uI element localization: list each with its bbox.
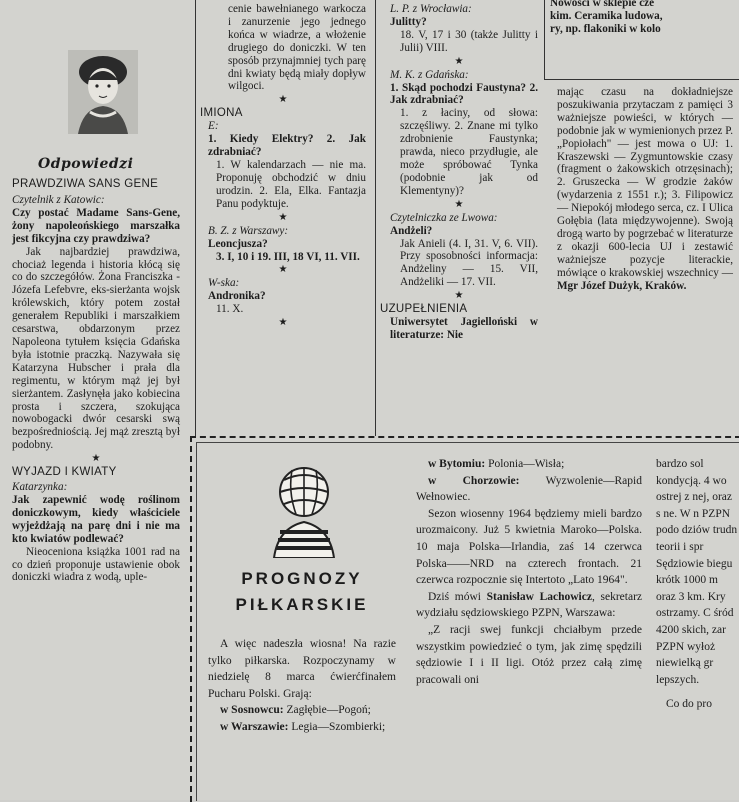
- question-text: Andżeli?: [390, 224, 433, 237]
- column-rule: [195, 0, 196, 436]
- question-text: Leoncjusza?: [208, 237, 268, 250]
- star-separator: ★: [278, 264, 288, 276]
- intro-text: A więc nadeszła wiosna! Na razie tylko piłkarska. Rozpoczynamy w niedzielę 8 marca ćwierćfinałem Pucharu Polski. Grają:: [208, 638, 396, 700]
- question-sender: W-ska:: [208, 277, 240, 290]
- prognozy-col-2: [416, 456, 642, 688]
- heading-uzupelnienia: UZUPEŁNIENIA: [380, 303, 468, 316]
- article-text: Co do pro: [666, 698, 712, 711]
- star-separator: ★: [454, 55, 464, 67]
- heading-imiona: IMIONA: [200, 107, 243, 120]
- match-teams: Legia—Szombierki;: [291, 720, 386, 733]
- star-separator: ★: [454, 290, 464, 302]
- column-3: [380, 3, 538, 342]
- question-text: Czy postać Madame Sans-Gene, żony napoleońskiego marszałka jest fikcyjna czy prawdziwa?: [12, 206, 180, 245]
- answer-text: 1. z łaciny, od słowa: szczęśliwy. 2. Znane mi tylko zdrobnienie Faustynka; prawda, nieco przydługie, ale może spróbować Tynka (podobnie jak od Klementyny)?: [400, 107, 538, 197]
- column-1: [12, 178, 180, 584]
- answer-text: 18. V, 17 i 30 (także Julitty i Julii) VIII.: [400, 28, 538, 54]
- question-sender: E:: [208, 120, 219, 133]
- person-name: Stanisław Lachowicz: [486, 590, 592, 603]
- question-sender: Czytelnik z Katowic:: [12, 194, 105, 206]
- title-line: PIŁKARSKIE: [235, 595, 369, 614]
- match-city: w Bytomiu:: [428, 458, 486, 470]
- continued-text: kim. Ceramika ludowa,: [550, 9, 663, 22]
- football-player-icon: [262, 462, 346, 558]
- question-sender: Czytelniczka ze Lwowa:: [390, 211, 498, 224]
- question-sender: B. Z. z Warszawy:: [208, 224, 289, 237]
- match-teams: Polonia—Wisła;: [488, 458, 565, 470]
- match-teams: Wyzwolenie—Rapid Wełnowiec.: [416, 474, 642, 504]
- article-text: „Z racji swej funkcji chciałbym przede wszystkim powiedzieć o tym, jak zimę spędzili sędziowie I i II ligi. Otóż przez całą zimę pracowali oni: [416, 623, 642, 686]
- answer-text: Jak najbardziej prawdziwa, chociaż legenda i historia kłócą się co do szczegółów. Żona Franciszka - Józefa Lefebvre, eks-sierżanta wojsk królewskich, który potem został generałem Republiki i marszałkiem cesarstwa, obdarzonym przez Napoleona tytułem księcia Gdańska była istotnie praczką. Nazywała się Katarzyna Hubscher i prała dla regimentu, w którym mąż jej był sierżantem. Zasłynęła jako kobiecina prosta i szczera, szokująca nowobogacki dwór cesarski swą bezpośredniością. Jej mąż zresztą był podobny.: [12, 245, 180, 452]
- heading-sans-gene: PRAWDZIWA SANS GENE: [12, 178, 159, 190]
- portrait-illustration: [68, 50, 138, 134]
- heading-wyjazd: WYJAZD I KWIATY: [12, 466, 117, 479]
- answer-text: mając czasu na dokładniejsze poszukiwania przytaczam z pamięci 3 ważniejsze powieści, w których — podobnie jak w wymienionych przez P. „Popiołach" — jest mowa o UJ: 1. Kraszewski — Zygmuntowskie czasy (fragment o żakowskich otrzęsinach); 2. Gruszecka — W grodzie żaków (wydarzenia z 1551 r.); 3. Filipowicz — Niepokój młodego serca, cz. I Ulica Gołębia (lata międzywojenne). Swoją drogą warto by pogrzebać w literaturze z okazji 600-lecia UJ i zestawić ważniejsze pozycje literackie, mówiące o krakowskiej wszechnicy —: [557, 86, 733, 279]
- star-separator: ★: [454, 198, 464, 210]
- question-sender: L. P. z Wrocławia:: [390, 3, 472, 15]
- question-text: 1. Skąd pochodzi Faustyna? 2. Jak zdrabniać?: [390, 81, 538, 107]
- star-separator: ★: [278, 94, 288, 106]
- column-2: [200, 3, 366, 330]
- question-text: Jak zapewnić wodę roślinom doniczkowym, kiedy właściciele wyjeżdżają na parę dni i nie ma kto kwiatów podlewać?: [12, 494, 180, 545]
- answer-text: Jak Anieli (4. I, 31. V, 6. VII). Przy sposobności informacja: Andżeliny — 15. VII, Andżeliki — 17. VII.: [400, 237, 538, 289]
- title-line: PROGNOZY: [241, 569, 363, 588]
- column-4: [557, 86, 733, 293]
- star-separator: ★: [91, 453, 101, 465]
- question-text: Andronika?: [208, 290, 266, 303]
- column-rule: [544, 79, 739, 80]
- star-separator: ★: [278, 317, 288, 329]
- column-4-top: [550, 0, 739, 36]
- match-teams: Zagłębie—Pogoń;: [286, 704, 371, 717]
- column-rule: [544, 0, 545, 80]
- section-title: Odpowiedzi: [38, 156, 134, 172]
- continued-text: ry, np. flakoniki w kolo: [550, 22, 661, 35]
- match-city: w Chorzowie:: [428, 474, 520, 487]
- question-sender: M. K. z Gdańska:: [390, 68, 469, 81]
- article-text: bardzo sol kondycją. 4 wo ostrej z nej, oraz s ne. W n PZPN podo dziów trudn teorii i spr Sędziowie biegu krótk 1000 m oraz 3 km. Kry ostrzamy. C śród 4200 skich, zar PZPN wyłoż niewielką gr lepszych.: [656, 458, 738, 686]
- article-text: , sekretarz wydziału sędziowskiego PZPN, Warszawa:: [416, 590, 643, 620]
- prognozy-title: [212, 566, 392, 618]
- prognozy-col-3: [656, 456, 739, 796]
- article-text: Sezon wiosenny 1964 będziemy mieli bardzo urozmaicony. Już 5 kwietnia Maroko—Polska. 10 maja Polska—Irlandia, zaś 14 czerwca Polska——NRD na czterech frontach. 21 czerwca rozpocznie się Intertoto „Lato 1964".: [416, 507, 642, 587]
- answer-text: 3. I, 10 i 19. III, 18 VI, 11. VII.: [216, 250, 360, 263]
- question-sender: Katarzynka:: [12, 481, 68, 494]
- signature: Mgr Józef Dużyk, Kraków.: [557, 279, 687, 292]
- question-text: 1. Kiedy Elektry? 2. Jak zdrabniać?: [208, 133, 366, 159]
- star-separator: ★: [278, 211, 288, 223]
- answer-text: 1. W kalendarzach — nie ma. Proponuję obchodzić w dniu urodzin. 2. Ela, Elka. Fantazja Panu podyktuje.: [216, 159, 366, 210]
- article-text: Dziś mówi: [428, 590, 487, 603]
- question-text: Julitty?: [390, 15, 427, 28]
- answer-text: Nieoceniona książka 1001 rad na co dzień proponuje ustawienie obok doniczki wiadra z wodą, uple-: [12, 545, 180, 584]
- match-city: w Warszawie:: [220, 720, 289, 733]
- answer-text: 11. X.: [216, 303, 244, 316]
- continued-text: Nowości w sklepie cze: [550, 0, 655, 9]
- continued-text: cenie bawełnianego warkocza i zanurzenie jego jednego końca w wiadrze, a włożenie drugiego do doniczki. W ten sposób przynajmniej tych parę dni kwiaty będą miały dopływ wilgoci.: [228, 3, 366, 93]
- match-city: w Sosnowcu:: [220, 704, 284, 717]
- column-rule: [375, 0, 376, 436]
- answer-text: Uniwersytet Jagielloński w literaturze: Nie: [390, 316, 538, 342]
- prognozy-col-1: [208, 636, 396, 736]
